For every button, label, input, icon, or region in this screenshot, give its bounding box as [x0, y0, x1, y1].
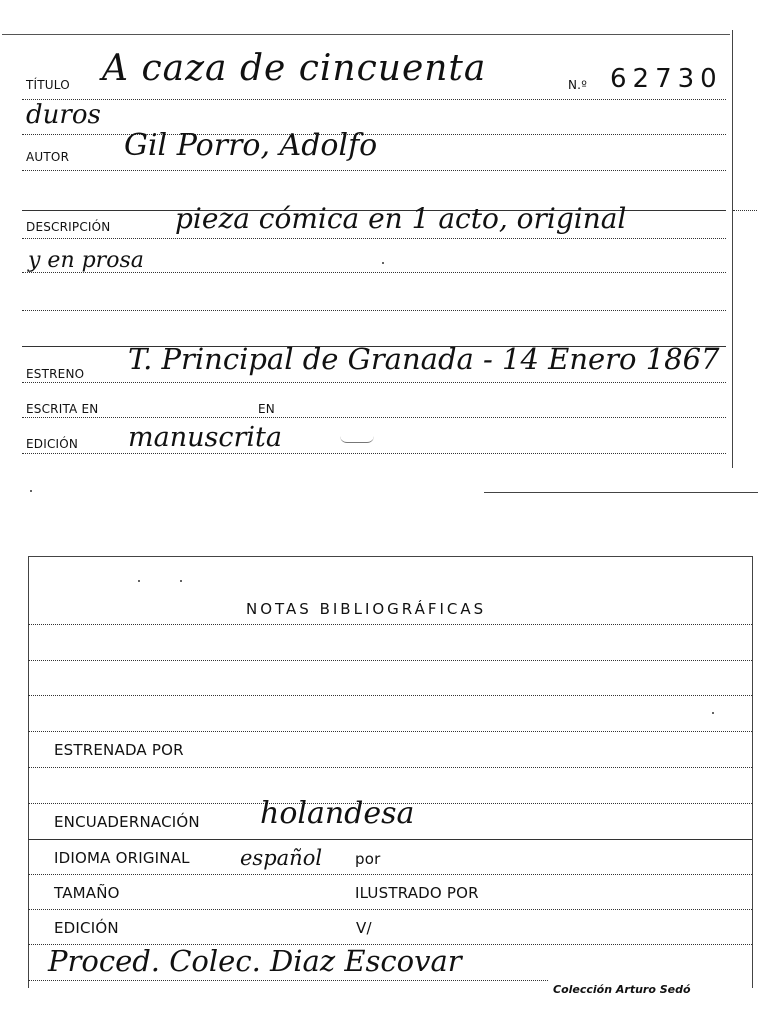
descripcion-value-line1: pieza cómica en 1 acto, original: [175, 202, 627, 235]
encuadernacion-value: holandesa: [260, 796, 415, 831]
ruled-line: [28, 909, 752, 910]
speck: [382, 262, 384, 264]
titulo-label: TÍTULO: [26, 78, 70, 92]
edicion-value: manuscrita: [128, 422, 282, 453]
speck: [180, 580, 182, 582]
card-top-border: [28, 556, 752, 557]
punch-mark: [340, 436, 374, 443]
edicion-label: EDICIÓN: [26, 437, 79, 451]
card-right-border: [732, 30, 733, 468]
ruled-line: [28, 695, 752, 696]
ruled-line: [22, 382, 726, 383]
encuadernacion-label: ENCUADERNACIÓN: [54, 813, 200, 831]
ruled-line: [28, 980, 548, 981]
tamano-label: TAMAÑO: [54, 884, 120, 902]
notas-heading: NOTAS BIBLIOGRÁFICAS: [246, 600, 487, 618]
autor-value: Gil Porro, Adolfo: [124, 128, 378, 163]
ruled-line: [28, 839, 752, 840]
speck: [712, 712, 714, 714]
por-label: por: [355, 850, 381, 868]
edicion-bottom-label: EDICIÓN: [54, 919, 119, 937]
procedencia-value: Proced. Colec. Diaz Escovar: [48, 944, 462, 978]
ruled-line: [28, 624, 752, 625]
ruled-line: [28, 767, 752, 768]
ruled-line: [22, 417, 726, 418]
ruled-line: [28, 874, 752, 875]
escrita-en-label: ESCRITA EN: [26, 402, 99, 416]
v-mark: V/: [356, 919, 372, 937]
card-separator: [484, 492, 758, 493]
idioma-original-label: IDIOMA ORIGINAL: [54, 849, 190, 867]
collection-footer: Colección Arturo Sedó: [553, 983, 691, 996]
card-right-border: [752, 556, 753, 988]
ruled-line: [28, 660, 752, 661]
descripcion-label: DESCRIPCIÓN: [26, 220, 111, 234]
numero-value: 62730: [610, 64, 723, 94]
idioma-original-value: español: [240, 846, 323, 870]
ruled-line: [28, 731, 752, 732]
ilustrado-por-label: ILUSTRADO POR: [355, 884, 479, 902]
titulo-value-line2: duros: [26, 100, 101, 130]
estrenada-por-label: ESTRENADA POR: [54, 741, 184, 759]
card-separator-dots: [733, 210, 757, 211]
speck: [138, 580, 140, 582]
ruled-line: [22, 170, 726, 171]
estreno-value: T. Principal de Granada - 14 Enero 1867: [128, 342, 720, 376]
descripcion-value-line2: y en prosa: [28, 248, 144, 273]
autor-label: AUTOR: [26, 150, 70, 164]
ruled-line: [22, 238, 726, 239]
speck: [30, 490, 32, 492]
card-left-border: [28, 556, 29, 988]
ruled-line: [22, 310, 726, 311]
en-label: EN: [258, 402, 275, 416]
ruled-line: [22, 453, 726, 454]
numero-label: N.º: [568, 78, 588, 92]
estreno-label: ESTRENO: [26, 367, 85, 381]
card-top-border: [2, 34, 730, 35]
ruled-line: [22, 99, 726, 100]
titulo-value-line1: A caza de cincuenta: [102, 48, 487, 89]
